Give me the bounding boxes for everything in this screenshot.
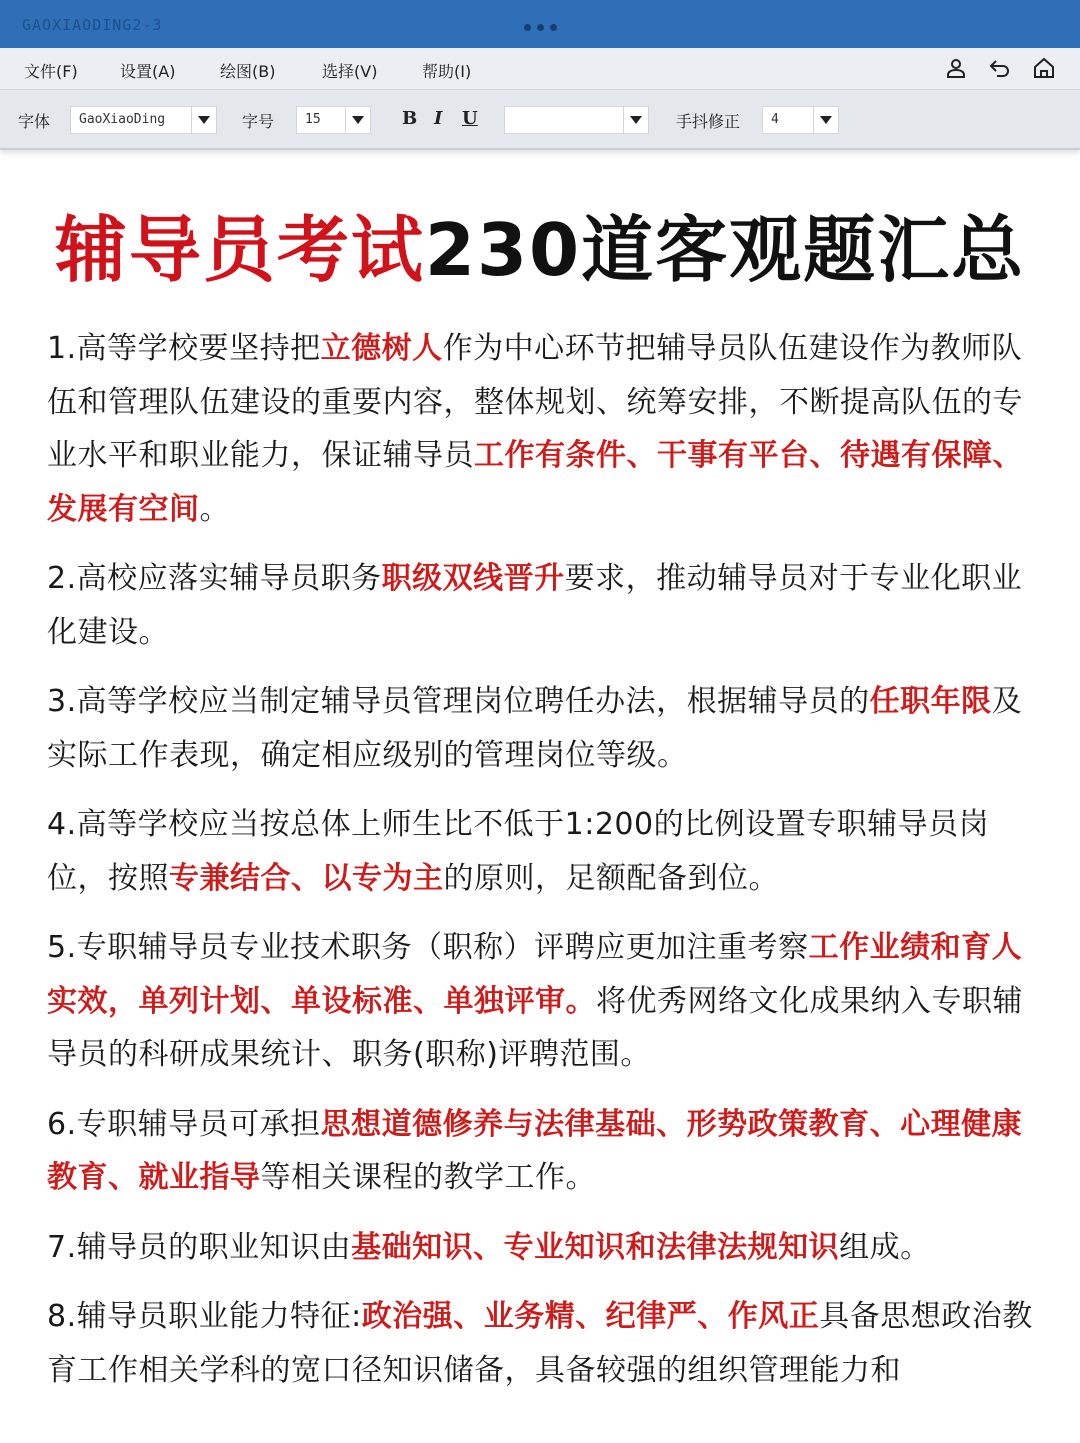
- format-toolbar: [0, 90, 1080, 150]
- menu-bar: [0, 48, 1080, 90]
- window-dots-icon[interactable]: [524, 24, 557, 31]
- paragraph-item: [47, 322, 1037, 536]
- body-text: 7.辅导员的职业知识由: [47, 1229, 352, 1265]
- shake-label: 手抖修正: [676, 112, 741, 131]
- highlighted-text: 工作业绩和育人实效，单列计划、单设标准、单独评审。: [47, 930, 1023, 1019]
- title-bar: [0, 0, 1080, 48]
- document-body: [47, 322, 1037, 1413]
- undo-icon[interactable]: [988, 56, 1012, 80]
- user-icon[interactable]: [944, 56, 968, 80]
- paragraph-item: [47, 1290, 1037, 1397]
- body-text: 及实际工作表现，确定相应级别的管理岗位等级。: [47, 684, 1023, 773]
- body-text: 3.高等学校应当制定辅导员管理岗位聘任办法，根据辅导员的: [47, 684, 870, 719]
- italic-button[interactable]: I: [434, 108, 443, 129]
- paragraph-item: [47, 1098, 1037, 1205]
- menu-help[interactable]: 帮助(I): [422, 62, 472, 81]
- highlighted-text: 专兼结合、以专为主: [169, 860, 444, 896]
- highlighted-text: 职级双线晋升: [381, 561, 565, 596]
- body-text: 要求，推动辅导员对于专业化职业化建设。: [47, 561, 1023, 650]
- body-text: 作为中心环节把辅导员队伍建设作为教师队伍和管理队伍建设的重要内容，整体规划、统筹安排，不断提高队伍的专业水平和职业能力，保证辅导员: [47, 331, 1023, 473]
- highlighted-text: 思想道德修养与法律基础、形势政策教育、心理健康教育、就业指导: [47, 1106, 1023, 1195]
- menu-select[interactable]: 选择(V): [322, 62, 378, 81]
- font-label: 字体: [18, 112, 51, 131]
- body-text: 。: [199, 491, 230, 527]
- paragraph-item: [47, 921, 1037, 1082]
- underline-button[interactable]: U: [462, 108, 478, 129]
- home-icon[interactable]: [1032, 56, 1056, 80]
- title-red-part: 辅导员考试: [54, 208, 425, 292]
- highlighted-text: 任职年限: [869, 684, 992, 719]
- paragraph-item: [47, 1221, 1037, 1275]
- body-text: 的原则，足额配备到位。: [443, 860, 779, 896]
- color-select[interactable]: [504, 106, 624, 134]
- shake-dropdown-icon[interactable]: [813, 106, 839, 134]
- body-text: 8.辅导员职业能力特征:: [47, 1299, 362, 1334]
- size-label: 字号: [242, 112, 275, 131]
- menu-draw[interactable]: 绘图(B): [220, 62, 276, 81]
- body-text: 组成。: [839, 1229, 931, 1265]
- body-text: 具备思想政治教育工作相关学科的宽口径知识储备，具备较强的组织管理能力和: [47, 1299, 1033, 1388]
- shake-select[interactable]: 4: [762, 106, 814, 134]
- body-text: 等相关课程的教学工作。: [260, 1160, 596, 1195]
- window-title: GAOXIAODING2-3: [22, 16, 163, 34]
- font-dropdown-icon[interactable]: [191, 106, 217, 134]
- body-text: 2.高校应落实辅导员职务: [47, 561, 382, 596]
- paragraph-item: [47, 552, 1037, 659]
- color-dropdown-icon[interactable]: [623, 106, 649, 134]
- size-select[interactable]: 15: [296, 106, 346, 134]
- highlighted-text: 工作有条件、干事有平台、待遇有保障、发展有空间: [47, 438, 1023, 527]
- highlighted-text: 政治强、业务精、纪律严、作风正: [361, 1299, 820, 1334]
- menu-file[interactable]: 文件(F): [24, 62, 78, 81]
- paragraph-item: [47, 798, 1037, 905]
- highlighted-text: 基础知识、专业知识和法律法规知识: [351, 1229, 840, 1265]
- size-dropdown-icon[interactable]: [345, 106, 371, 134]
- page-title: [0, 200, 1080, 300]
- font-select[interactable]: GaoXiaoDing: [70, 106, 192, 134]
- title-black-part: 230道客观题汇总: [424, 208, 1026, 292]
- highlighted-text: 立德树人: [320, 331, 443, 366]
- body-text: 6.专职辅导员可承担: [47, 1106, 321, 1142]
- body-text: 5.专职辅导员专业技术职务（职称）评聘应更加注重考察: [47, 930, 809, 965]
- body-text: 1.高等学校要坚持把: [47, 331, 321, 366]
- body-text: 4.高等学校应当按总体上师生比不低于1:200的比例设置专职辅导员岗位，按照: [47, 807, 990, 896]
- body-text: 将优秀网络文化成果纳入专职辅导员的科研成果统计、职务(职称)评聘范围。: [47, 983, 1023, 1072]
- menu-settings[interactable]: 设置(A): [120, 62, 176, 81]
- bold-button[interactable]: B: [402, 108, 418, 129]
- paragraph-item: [47, 675, 1037, 782]
